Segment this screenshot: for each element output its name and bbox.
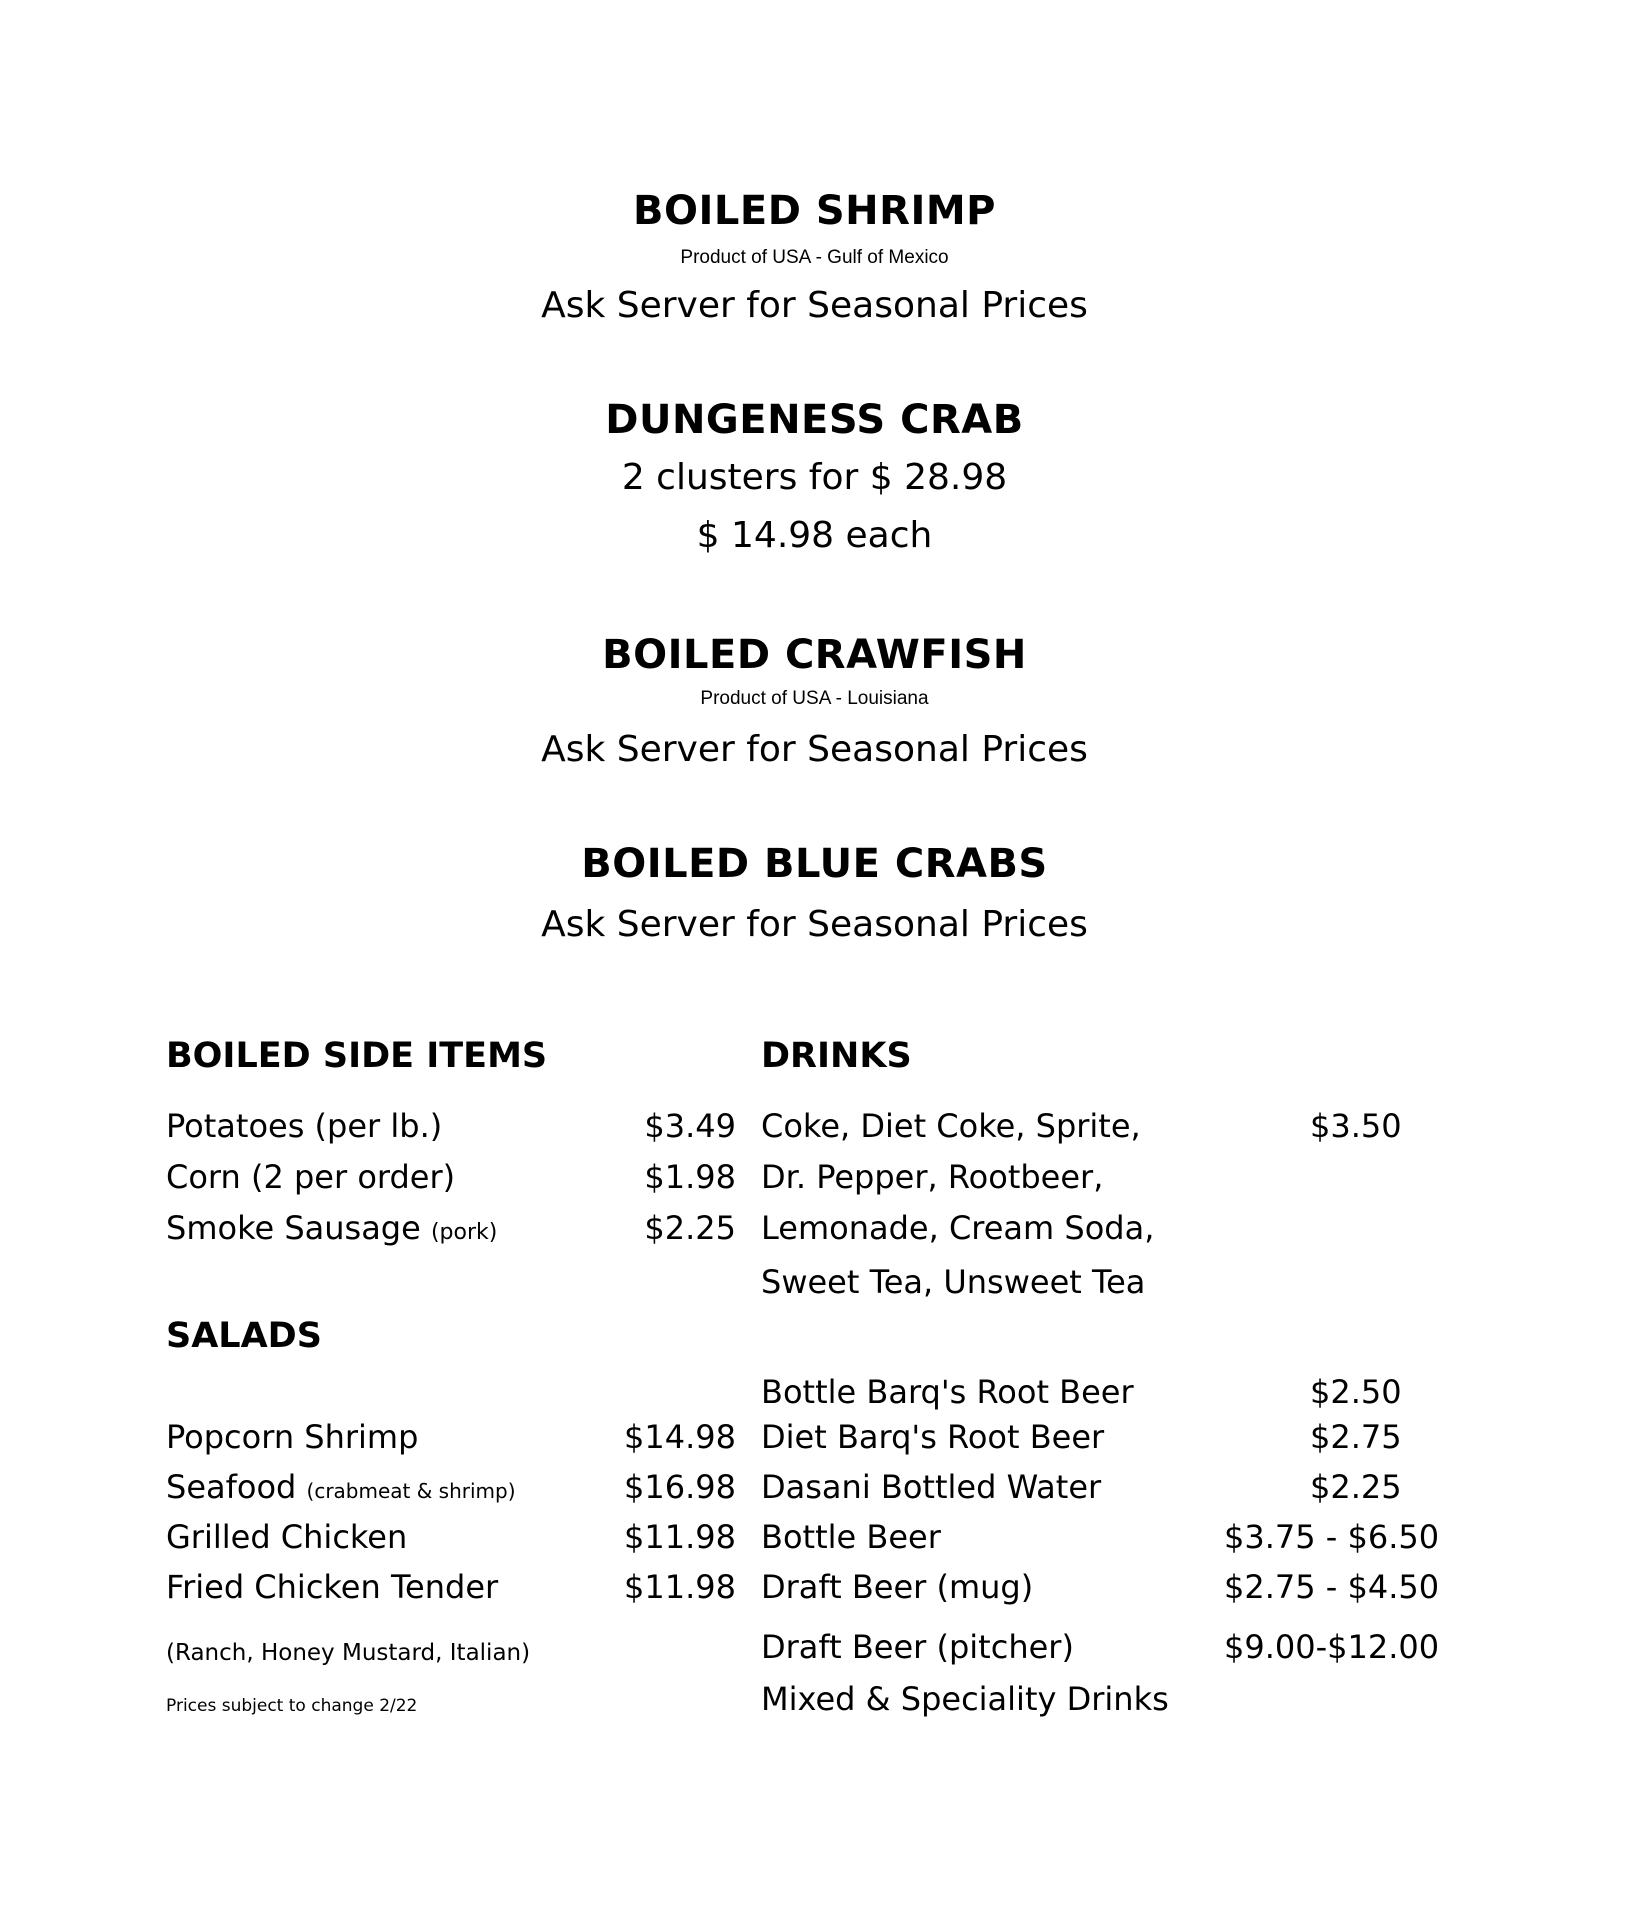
salad-fried-chicken-tender	[166, 1568, 498, 1606]
drink-item-price: $2.75	[1310, 1418, 1402, 1456]
salad-name: Grilled Chicken	[166, 1518, 408, 1556]
drink-item-name: Draft Beer (mug)	[761, 1568, 1034, 1606]
boiled-shrimp-price-note: Ask Server for Seasonal Prices	[541, 285, 1088, 326]
boiled-blue-crabs-price-note: Ask Server for Seasonal Prices	[541, 904, 1088, 945]
salad-fried-chicken-tender-price: $11.98	[624, 1568, 736, 1606]
side-item-name: Potatoes (per lb.)	[166, 1107, 443, 1145]
boiled-shrimp-origin: Product of USA - Gulf of Mexico	[680, 247, 949, 268]
side-item-corn-price: $1.98	[644, 1158, 736, 1196]
boiled-crawfish-title: BOILED CRAWFISH	[602, 632, 1027, 678]
salad-name: Popcorn Shrimp	[166, 1418, 419, 1456]
side-item-sausage-price: $2.25	[644, 1209, 736, 1247]
prices-note: Prices subject to change 2/22	[166, 1696, 418, 1716]
drink-item-name: Bottle Barq's Root Beer	[761, 1373, 1134, 1411]
salad-name: Seafood	[166, 1468, 297, 1506]
side-item-sausage	[166, 1209, 497, 1247]
drinks-title: DRINKS	[761, 1036, 912, 1076]
salad-popcorn-shrimp	[166, 1418, 418, 1456]
side-items-title: BOILED SIDE ITEMS	[166, 1036, 548, 1076]
soft-drinks-line-4: Sweet Tea, Unsweet Tea	[761, 1263, 1146, 1301]
boiled-blue-crabs-title: BOILED BLUE CRABS	[581, 841, 1048, 887]
soft-drinks-line-2: Dr. Pepper, Rootbeer,	[761, 1158, 1104, 1196]
side-item-corn	[166, 1158, 455, 1196]
drink-item-name: Draft Beer (pitcher)	[761, 1628, 1074, 1666]
salad-popcorn-shrimp-price: $14.98	[624, 1418, 736, 1456]
drink-item-name: Diet Barq's Root Beer	[761, 1418, 1105, 1456]
dungeness-crab-each-price: $ 14.98 each	[696, 515, 933, 556]
drink-item-price: $2.75 - $4.50	[1224, 1568, 1440, 1606]
side-item-name: Smoke Sausage	[166, 1209, 421, 1247]
salad-seafood	[166, 1468, 516, 1506]
side-item-potatoes	[166, 1107, 442, 1145]
drink-item-name: Dasani Bottled Water	[761, 1468, 1102, 1506]
dungeness-crab-title: DUNGENESS CRAB	[605, 397, 1024, 443]
boiled-crawfish-origin: Product of USA - Louisiana	[700, 688, 929, 709]
side-item-name: Corn (2 per order)	[166, 1158, 456, 1196]
salad-seafood-price: $16.98	[624, 1468, 736, 1506]
salad-dressings: (Ranch, Honey Mustard, Italian)	[166, 1640, 531, 1666]
soft-drinks-line-3: Lemonade, Cream Soda,	[761, 1209, 1155, 1247]
soft-drinks-line-1: Coke, Diet Coke, Sprite,	[761, 1107, 1141, 1145]
salad-grilled-chicken	[166, 1518, 407, 1556]
salads-title: SALADS	[166, 1316, 322, 1356]
drink-item-price: $9.00-$12.00	[1224, 1628, 1440, 1666]
boiled-shrimp-title: BOILED SHRIMP	[633, 188, 996, 234]
salad-detail: (crabmeat & shrimp)	[306, 1479, 516, 1503]
boiled-crawfish-price-note: Ask Server for Seasonal Prices	[541, 729, 1088, 770]
salad-name: Fried Chicken Tender	[166, 1568, 499, 1606]
drink-item-price: $2.25	[1310, 1468, 1402, 1506]
side-item-potatoes-price: $3.49	[644, 1107, 736, 1145]
drink-item-name: Mixed & Speciality Drinks	[761, 1680, 1169, 1718]
dungeness-crab-cluster-price: 2 clusters for $ 28.98	[621, 457, 1008, 498]
soft-drinks-price: $3.50	[1310, 1107, 1402, 1145]
drink-item-price: $3.75 - $6.50	[1224, 1518, 1440, 1556]
drink-item-name: Bottle Beer	[761, 1518, 941, 1556]
salad-grilled-chicken-price: $11.98	[624, 1518, 736, 1556]
side-item-detail: (pork)	[430, 1220, 498, 1245]
drink-item-price: $2.50	[1310, 1373, 1402, 1411]
